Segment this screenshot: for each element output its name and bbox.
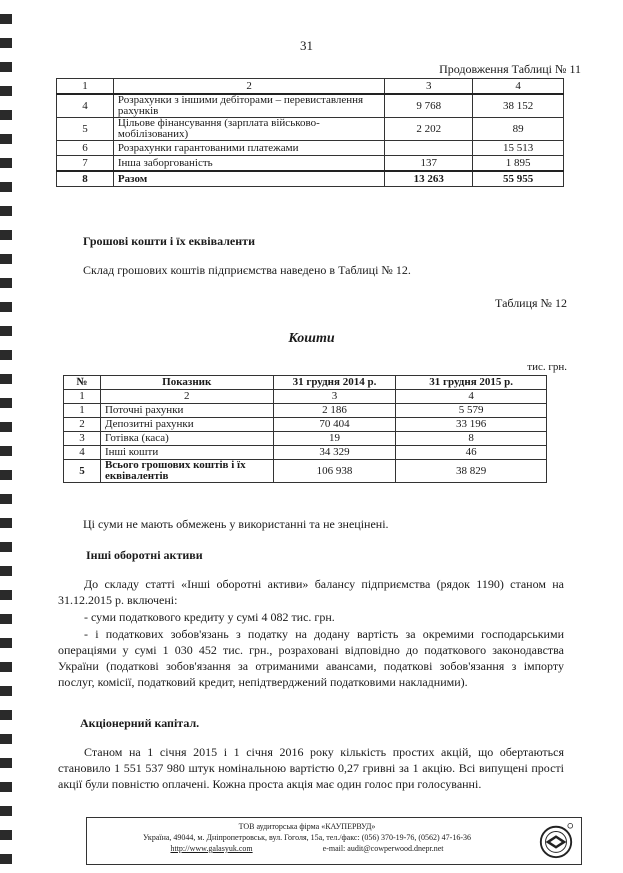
row-label: Готівка (каса): [100, 432, 273, 446]
table-row: [57, 118, 564, 141]
value-2014: 106 938: [273, 460, 396, 483]
table12-unit: тис. грн.: [527, 361, 567, 373]
table-row: [57, 94, 564, 118]
page-footer: [86, 817, 582, 865]
header-cell: 1: [57, 79, 114, 95]
table-row: [57, 141, 564, 156]
table-row: [64, 432, 547, 446]
table-total-row: [64, 460, 547, 483]
table-row: [64, 418, 547, 432]
row-value-col3: [385, 141, 473, 156]
table-header-row: [64, 376, 547, 390]
row-label: Цільове фінансування (зарплата військово-мобілізованих): [113, 118, 384, 141]
row-label: Розрахунки з іншими дебіторами – перевиставлення рахунків: [113, 94, 384, 118]
section-heading-cash: Грошові кошти і їх еквіваленти: [83, 234, 255, 248]
table-12: [63, 375, 547, 483]
value-2015: 46: [396, 446, 547, 460]
section-heading-capital: Акціонерний капітал.: [80, 716, 200, 730]
footer-company: ТОВ аудиторська фірма «КАУПЕРВУД»: [238, 822, 376, 831]
row-value-col3: 9 768: [385, 94, 473, 118]
row-value-col3: 2 202: [385, 118, 473, 141]
capital-paragraph: Станом на 1 січня 2015 і 1 січня 2016 року кількість простих акцій, що обертаються становило 1 551 537 980 штук номінальною вартістю 0,27 гривні за 1 акцію. Всі випущені прості акції були повністю оплачені. Кожна проста акція має один голос при голосуванні.: [58, 745, 564, 791]
footer-text: [87, 821, 527, 854]
row-label: Всього грошових коштів і їх еквівалентів: [100, 460, 273, 483]
cash-paragraph: Склад грошових коштів підприємства наведено в Таблиці № 12.: [83, 263, 411, 277]
column-header: 31 грудня 2014 р.: [273, 376, 396, 390]
column-header: №: [64, 376, 101, 390]
row-label: Інша заборгованість: [113, 156, 384, 172]
row-number: 8: [57, 171, 114, 187]
row-value-col3: 137: [385, 156, 473, 172]
row-label: Інші кошти: [100, 446, 273, 460]
value-2014: 70 404: [273, 418, 396, 432]
page-number: 31: [300, 38, 313, 53]
section-heading-other-assets: Інші оборотні активи: [86, 548, 203, 562]
row-label: Депозитні рахунки: [100, 418, 273, 432]
table-header-row: [57, 79, 564, 95]
index-cell: 3: [273, 390, 396, 404]
row-value-col4: 89: [473, 118, 564, 141]
row-number: 2: [64, 418, 101, 432]
row-number: 4: [64, 446, 101, 460]
table-11: [56, 78, 564, 187]
row-value-col3: 13 263: [385, 171, 473, 187]
row-number: 5: [64, 460, 101, 483]
value-2015: 5 579: [396, 404, 547, 418]
column-header: Показник: [100, 376, 273, 390]
row-value-col4: 38 152: [473, 94, 564, 118]
footer-address: Україна, 49044, м. Дніпропетровськ, вул. Гоголя, 15а, тел./факс: (056) 370-19-76, (0562) 47-16-36: [142, 833, 472, 842]
row-label: Розрахунки гарантованими платежами: [113, 141, 384, 156]
table-index-row: [64, 390, 547, 404]
value-2015: 8: [396, 432, 547, 446]
table-row: [57, 156, 564, 172]
other-assets-p3: - і податкових зобов'язань з податку на додану вартість за окремими господарськими операціями у сумі 1 030 452 тис. грн., розраховані відповідно до податкового законодавства України (податкові зобов'язання за отриманими авансами, податкові зобов'язання з імпорту послуг, комісії, податковий кредит, непідтверджений податковими накладними).: [58, 627, 564, 689]
header-cell: 4: [473, 79, 564, 95]
row-value-col4: 55 955: [473, 171, 564, 187]
row-value-col4: 1 895: [473, 156, 564, 172]
row-number: 7: [57, 156, 114, 172]
footer-website-link[interactable]: http://www.galasyuk.com: [170, 844, 253, 853]
value-2015: 33 196: [396, 418, 547, 432]
footer-email: e-mail: audit@cowperwood.dnepr.net: [322, 844, 444, 853]
row-number: 6: [57, 141, 114, 156]
table12-title: Кошти: [288, 331, 335, 346]
row-number: 5: [57, 118, 114, 141]
table12-label: Таблиця № 12: [495, 296, 567, 310]
row-label: Поточні рахунки: [100, 404, 273, 418]
index-cell: 1: [64, 390, 101, 404]
row-number: 4: [57, 94, 114, 118]
value-2015: 38 829: [396, 460, 547, 483]
other-assets-p2: - суми податкового кредиту у сумі 4 082 тис. грн.: [84, 610, 335, 624]
header-cell: 2: [113, 79, 384, 95]
index-cell: 2: [100, 390, 273, 404]
company-logo-icon: [537, 822, 575, 860]
table11-caption: Продовження Таблиці № 11: [439, 62, 581, 76]
value-2014: 34 329: [273, 446, 396, 460]
column-header: 31 грудня 2015 р.: [396, 376, 547, 390]
row-label: Разом: [113, 171, 384, 187]
other-assets-p1: До складу статті «Інші оборотні активи» балансу підприємства (рядок 1190) станом на 31.12.2015 р. включені:: [58, 577, 564, 607]
value-2014: 2 186: [273, 404, 396, 418]
row-value-col4: 15 513: [473, 141, 564, 156]
header-cell: 3: [385, 79, 473, 95]
row-number: 3: [64, 432, 101, 446]
table-row: [64, 446, 547, 460]
table-row: [64, 404, 547, 418]
binding-holes-strip: [0, 0, 12, 873]
footer-contacts: [87, 843, 527, 854]
row-number: 1: [64, 404, 101, 418]
table-total-row: [57, 171, 564, 187]
index-cell: 4: [396, 390, 547, 404]
note-after-table: Ці суми не мають обмежень у використанні та не знецінені.: [83, 517, 389, 531]
value-2014: 19: [273, 432, 396, 446]
